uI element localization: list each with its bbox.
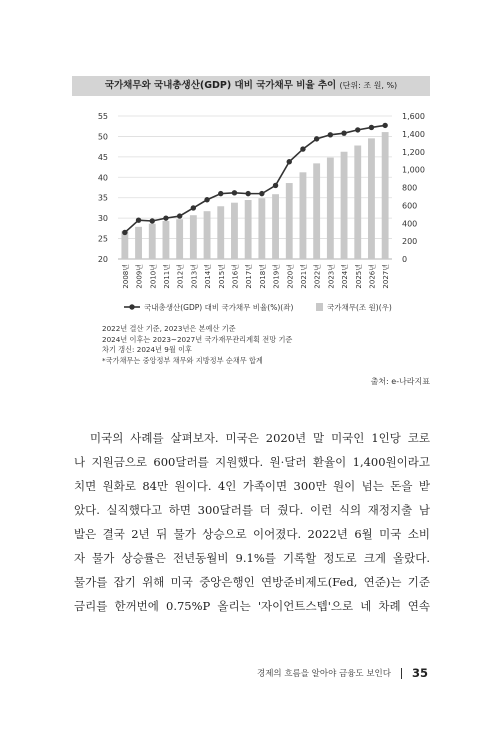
x-tick-label: 2014년 [204,264,213,289]
bar-debt [313,163,320,259]
point-debt-ratio [314,136,319,141]
x-tick-label: 2021년 [299,264,308,289]
point-debt-ratio [204,197,209,202]
note-line: 2024년 이후는 2023~2027년 국가재무관리계획 전망 기준 [102,334,293,344]
body-line: 자 물가 상승률은 전년동월비 9.1%를 기록할 정도로 크게 올랐다. [74,551,430,565]
x-tick-label: 2008년 [121,264,130,289]
legend-line-marker [129,304,134,309]
x-tick-label: 2012년 [176,264,185,289]
point-debt-ratio [328,132,333,137]
bar-debt [382,132,389,259]
x-tick-label: 2027년 [382,264,391,289]
bar-debt [258,198,265,259]
note-line: *국가채무는 중앙정부 채무와 지방정부 순채무 합계 [102,355,263,365]
x-tick-label: 2020년 [286,264,295,289]
y-right-tick-label: 0 [402,255,408,264]
debt-chart [72,104,430,322]
chart-notes [102,324,292,366]
y-left-tick-label: 20 [97,255,108,264]
bar-debt [217,206,224,259]
y-right-tick-label: 200 [402,237,418,247]
y-right-tick-label: 400 [402,219,418,229]
page-footer [257,666,428,680]
legend-bar-swatch [316,303,323,311]
point-debt-ratio [355,127,360,132]
point-debt-ratio [300,146,305,151]
y-right-tick-label: 1,000 [402,165,425,175]
x-tick-label: 2010년 [149,264,158,289]
note-line: 2022년 결산 기준, 2023년은 본예산 기준 [102,324,236,333]
y-right-tick-label: 1,400 [402,129,425,139]
bar-debt [272,194,279,259]
point-debt-ratio [382,123,387,128]
point-debt-ratio [191,205,196,210]
body-text [74,426,430,618]
y-left-tick-label: 30 [97,214,108,224]
point-debt-ratio [341,130,346,135]
x-tick-label: 2016년 [231,264,240,289]
x-tick-label: 2023년 [327,264,336,289]
bar-debt [190,215,197,259]
bar-debt [341,152,348,259]
legend-line-label: 국내총생산(GDP) 대비 국가채무 비율(%)(좌) [144,303,294,312]
point-debt-ratio [259,191,264,196]
x-tick-label: 2019년 [272,264,281,289]
x-tick-label: 2022년 [313,264,322,289]
bar-debt [204,211,211,259]
body-line: 았다. 실직했다고 하면 300달러를 더 줬다. 이런 식의 재정지출 남 [74,503,430,517]
y-left-tick-label: 40 [97,173,108,183]
footer-title: 경제의 흐름을 알아야 금융도 보인다 [257,669,391,679]
bar-debt [245,200,252,259]
point-debt-ratio [136,217,141,222]
point-debt-ratio [287,159,292,164]
point-debt-ratio [163,215,168,220]
body-line: 금리를 한꺼번에 0.75%P 올리는 '자이언트스텝'으로 네 차례 연속 [74,599,430,613]
x-tick-label: 2017년 [245,264,254,289]
y-left-tick-label: 35 [97,193,108,203]
y-left-tick-label: 45 [97,152,108,162]
point-debt-ratio [177,213,182,218]
bar-debt [135,227,142,259]
chart-unit: (단위: 조 원, %) [339,81,398,90]
bar-debt [368,138,375,259]
point-debt-ratio [150,218,155,223]
bar-debt [286,183,293,259]
bar-debt [121,231,128,259]
body-line: 나 지원금으로 600달러를 지원했다. 원·달러 환율이 1,400원이라고 [74,455,430,469]
x-tick-label: 2018년 [258,264,267,289]
bar-debt [327,158,334,259]
chart-title-text: 국가채무와 국내총생산(GDP) 대비 국가채무 비율 추이 [104,80,337,91]
y-left-tick-label: 25 [97,234,108,244]
point-debt-ratio [232,190,237,195]
note-line: 차기 갱신: 2024년 9월 이후 [102,345,192,354]
x-tick-label: 2025년 [354,264,363,289]
x-tick-label: 2024년 [341,264,350,289]
y-right-tick-label: 1,600 [402,112,425,121]
body-line: 치면 원화로 84만 원이다. 4인 가족이면 300만 원이 넘는 돈을 받 [74,479,430,493]
y-right-tick-label: 1,200 [402,147,425,157]
bar-debt [354,145,361,259]
point-debt-ratio [369,125,374,130]
point-debt-ratio [245,191,250,196]
x-tick-label: 2011년 [162,264,171,289]
legend-bar-label: 국가채무(조 원)(우) [327,303,392,312]
y-left-tick-label: 50 [97,132,108,142]
point-debt-ratio [122,230,127,235]
bar-debt [231,203,238,259]
page-number: 35 [411,666,428,680]
footer-divider [401,668,402,679]
body-line: 물가를 잡기 위해 미국 중앙은행인 연방준비제도(Fed, 연준)는 기준 [74,575,430,589]
bar-debt [300,172,307,259]
y-left-tick-label: 55 [97,112,108,121]
bar-debt [149,224,156,259]
y-right-tick-label: 800 [402,183,418,193]
chart-title [72,76,430,96]
x-tick-label: 2015년 [217,264,226,289]
bar-debt [163,221,170,259]
y-right-tick-label: 600 [402,201,418,211]
bar-debt [176,219,183,259]
x-tick-label: 2009년 [135,264,144,289]
point-debt-ratio [218,191,223,196]
x-tick-label: 2013년 [190,264,199,289]
body-line: 발은 결국 2년 뒤 물가 상승으로 이어졌다. 2022년 6월 미국 소비 [74,527,430,541]
x-tick-label: 2026년 [368,264,377,289]
body-line: 미국의 사례를 살펴보자. 미국은 2020년 말 미국인 1인당 코로 [90,431,430,445]
point-debt-ratio [273,183,278,188]
chart-source: 출처: e-나라지표 [370,377,430,386]
